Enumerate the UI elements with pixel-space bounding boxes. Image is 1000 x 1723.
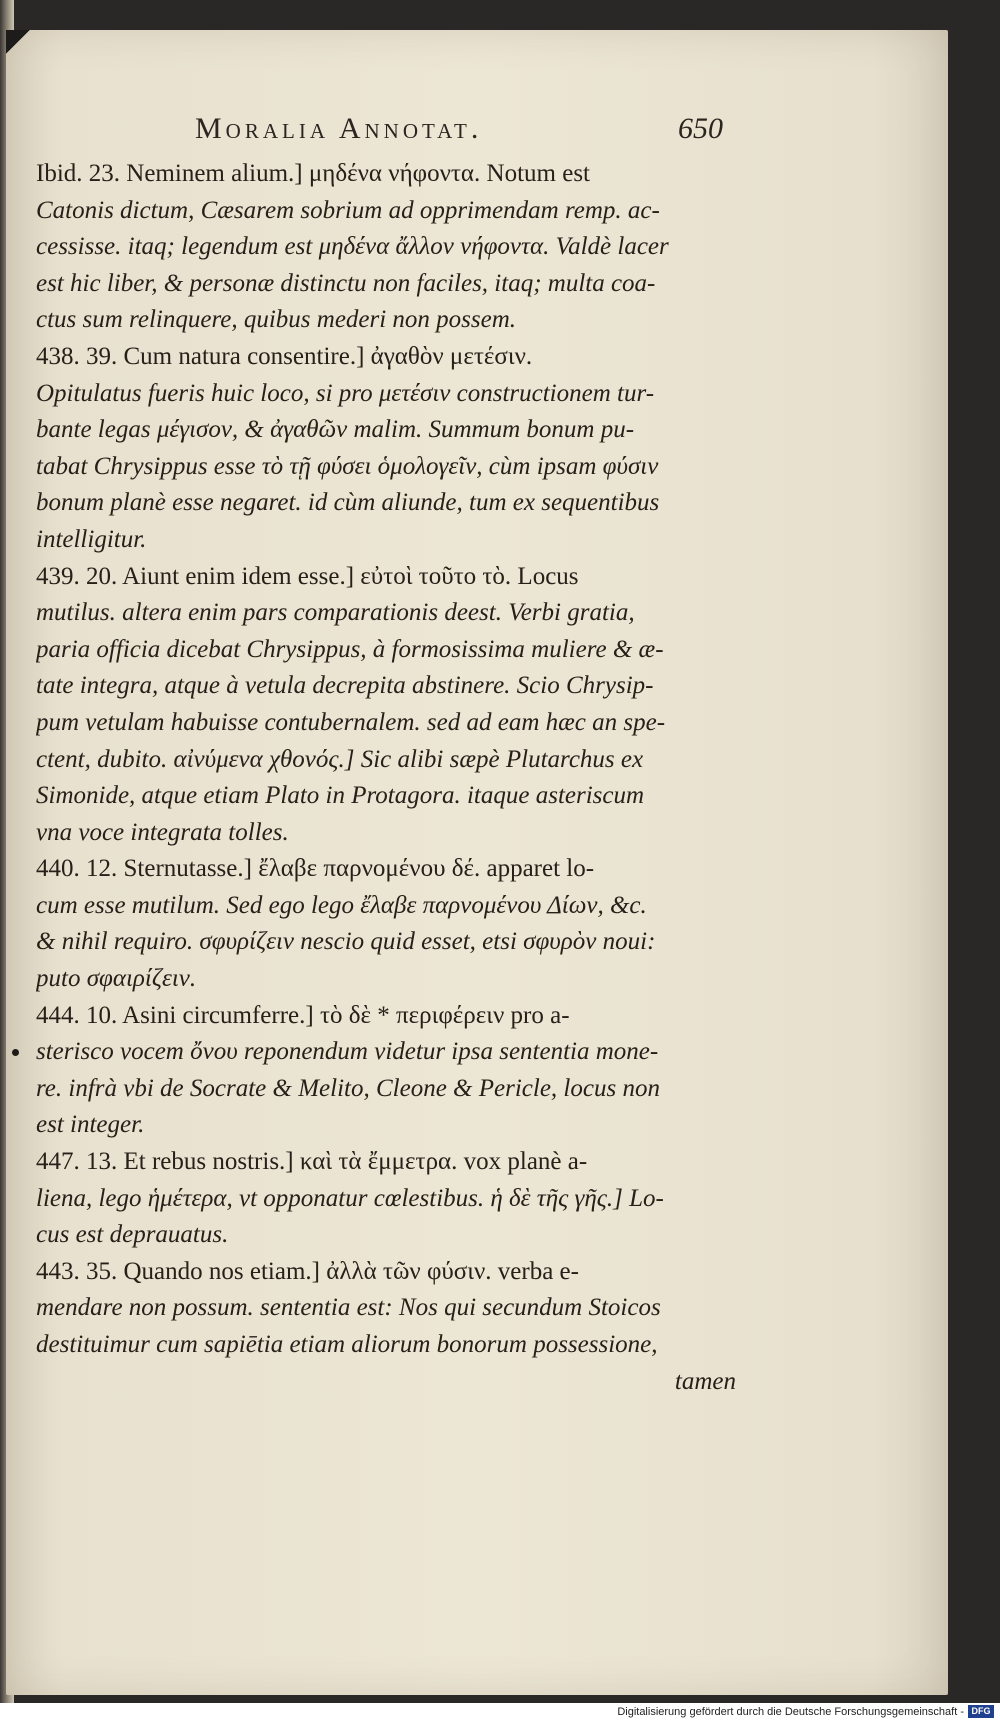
text-line: mutilus. altera enim pars comparationis deest. Verbi gratia, [36,599,635,627]
text-line: 444. 10. Asini circumferre.] τὸ δὲ * περιφέρειν pro a- [36,1001,570,1029]
text-line: Catonis dictum, Cæsarem sobrium ad opprimendam remp. ac- [36,196,660,224]
text-line: tamen [674,1367,736,1395]
text-line: ctent, dubito. αἰνύμενα χθονός.] Sic alibi sæpè Plutarchus ex [36,745,644,773]
text-line: liena, lego ἡμέτερα, vt opponatur cœlestibus. ἡ δὲ τῆς γῆς.] Lo- [36,1184,664,1212]
text-line: ctus sum relinquere, quibus mederi non possem. [36,306,517,334]
text-line: est hic liber, & personæ distinctu non faciles, itaq; multa coa- [36,269,656,297]
text-line: & nihil requiro. σφυρίζειν nescio quid esset, etsi σφυρὸν noui: [36,928,656,956]
page-corner [6,30,30,54]
text-line: re. infrà vbi de Socrate & Melito, Cleone & Pericle, locus non [36,1074,660,1102]
text-line: 443. 35. Quando nos etiam.] ἀλλὰ τῶν φύσιν. verba e- [36,1257,579,1285]
text-line: cum esse mutilum. Sed ego lego ἔλαβε παρνομένου Δίων, &c. [36,891,647,919]
text-line: sterisco vocem ὄνου reponendum videtur ipsa sententia mone- [36,1038,659,1066]
text-line: Ibid. 23. Neminem alium.] μηδένα νήφοντα. Notum est [36,160,590,187]
dfg-logo: DFG [968,1705,994,1718]
text-line: Opitulatus fueris huic loco, si pro μετέσιν constructionem tur- [36,379,655,407]
page-number: 650 [678,112,723,145]
text-line: paria officia dicebat Chrysippus, à formosissima muliere & æ- [36,635,664,663]
text-line: vna voce integrata tolles. [36,818,289,846]
text-line: 438. 39. Cum natura consentire.] ἀγαθὸν μετέσιν. [36,342,533,370]
text-line: pum vetulam habuisse contubernalem. sed ad eam hæc an spe- [36,708,666,736]
annotation-text [36,156,736,1400]
text-line: 439. 20. Aiunt enim idem esse.] εὐτοὶ τοῦτο τὸ. Locus [36,562,579,590]
text-line: est integer. [36,1111,145,1139]
running-head: Moralia Annotat. [195,112,483,145]
margin-mark [12,1049,19,1056]
text-line: intelligitur. [36,525,147,553]
text-line: cessisse. itaq; legendum est μηδένα ἄλλον νήφοντα. Valdè lacer [36,233,669,261]
text-line: puto σφαιρίζειν. [36,965,197,993]
text-line: destituimur cum sapiētia etiam aliorum bonorum possessione, [36,1331,658,1358]
text-line: Simonide, atque etiam Plato in Protagora. itaque asteriscum [36,782,645,810]
footer-credit: Digitalisierung gefördert durch die Deutsche Forschungsgemeinschaft - [617,1706,964,1718]
text-line: bante legas μέγισον, & ἀγαθῶν malim. Summum bonum pu- [36,416,635,444]
text-line: mendare non possum. sententia est: Nos qui secundum Stoicos [36,1294,661,1322]
text-line: cus est deprauatus. [36,1221,229,1249]
text-line: bonum planè esse negaret. id cùm aliunde, tum ex sequentibus [36,489,660,517]
text-line: tate integra, atque à vetula decrepita abstinere. Scio Chrysip- [36,672,654,700]
text-line: 447. 13. Et rebus nostris.] καὶ τὰ ἔμμετρα. vox planè a- [36,1148,588,1176]
text-line: 440. 12. Sternutasse.] ἔλαβε παρνομένου δέ. apparet lo- [36,855,595,883]
text-line: tabat Chrysippus esse τὸ τῇ φύσει ὁμολογεῖν, cùm ipsam φύσιν [36,452,659,480]
